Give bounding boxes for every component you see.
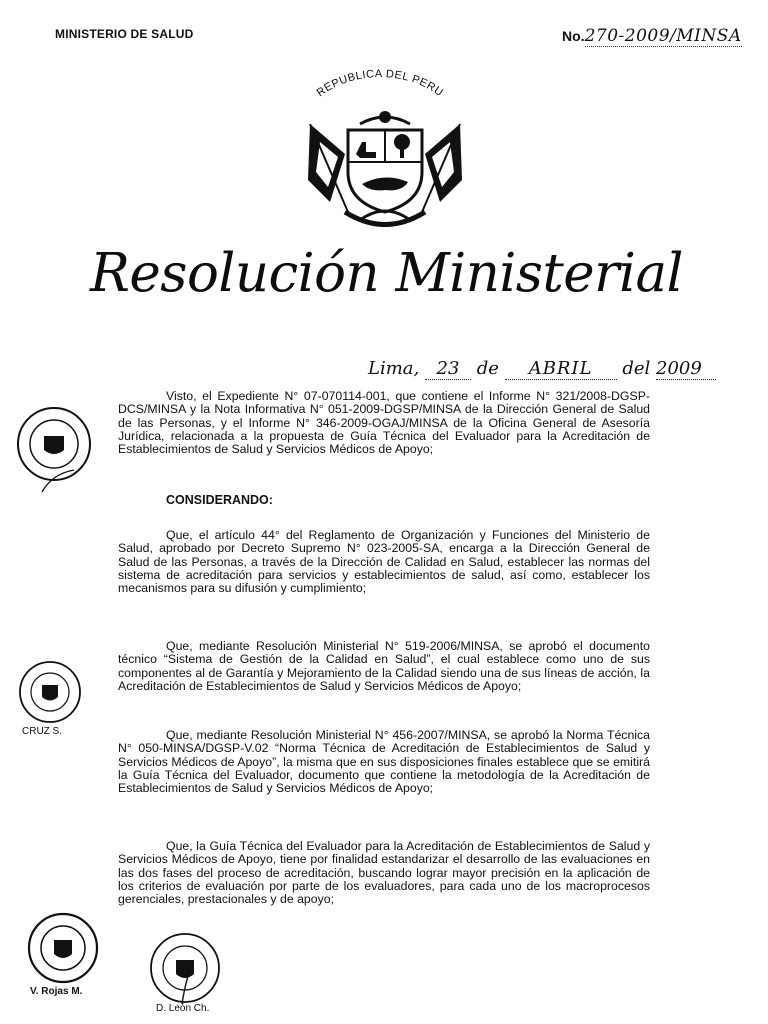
paragraph-4: Que, la Guía Técnica del Evaluador para la Acreditación de Establecimientos de Salud y Servicios Médicos de Apoyo, tiene por finalidad estandarizar el desarrollo de las evaluaciones en las dos fases del proceso de acreditación, buscando lograr mayor precisión en la aplicación de los criterios de evaluación por parte de los evaluadores, para cada uno de los macroprocesos gerenciales, prestacionales y de apoyo; [118,839,650,907]
document-title: Resolución Ministerial [90,243,683,304]
paragraph-2: Que, mediante Resolución Ministerial N° 519-2006/MINSA, se aprobó el documento técnico “Sistema de Gestión de la Calidad en Salud”, el cual establece como uno de sus componentes al de Garantía y Mejoramiento de la Calidad siendo una de sus líneas de acción, la Acreditación de Establecimientos de Salud y Servicios Médicos de Apoyo; [118,639,650,693]
date-day: 23 [425,358,471,380]
coat-of-arms [290,62,480,232]
resolution-prefix: No. [562,28,585,44]
svg-text:REPUBLICA DEL PERU [315,68,446,99]
seal-stamp-icon [22,910,104,986]
signature-label-leon: D. León Ch. [156,1003,210,1014]
seal-stamp-icon [142,930,228,1006]
paragraph-visto: Visto, el Expediente N° 07-070114-001, que contiene el Informe N° 321/2008-DGSP-DCS/MINSA y la Nota Informativa N° 051-2009-DGSP/MINSA de la Dirección General de Salud de las Personas, y el Informe N° 346-2009-OGAJ/MINSA de la Oficina General de Asesoría Jurídica, relacionada a la propuesta de Guía Técnica del Evaluador para la Acreditación de Establecimientos de Salud y Servicios Médicos de Apoyo; [118,389,650,457]
seal-stamp-icon [12,660,88,726]
signature-label-cruz: CRUZ S. [22,726,62,737]
date-city: Lima, [368,358,420,379]
seal-ministerio-salud-bottom-center [142,930,228,1011]
ministry-name: MINISTERIO DE SALUD [55,27,194,41]
resolution-number-value: 270-2009/MINSA [584,26,742,46]
seal-stamp-icon [12,404,96,494]
date-del: del [622,358,651,379]
date-de: de [476,358,499,379]
coat-caption: REPUBLICA DEL PERU [314,68,446,100]
signature-label-rojas: V. Rojas M. [30,986,83,997]
paragraph-3: Que, mediante Resolución Ministerial N° 456-2007/MINSA, se aprobó la Norma Técnica N° 050-MINSA/DGSP-V.02 “Norma Técnica de Acreditación de Establecimientos de Salud y Servicios Médicos de Apoyo”, la misma que en sus disposiciones finales establece que se emitirá la Guía Técnica del Evaluador, documento que contiene la metodología de la Acreditación de Establecimientos de Salud y Servicios Médicos de Apoyo; [118,728,650,796]
coat-of-arms-icon [290,62,480,232]
seal-ministerio-salud-middle [12,660,88,731]
resolution-number [562,26,742,46]
paragraph-1: Que, el artículo 44° del Reglamento de Organización y Funciones del Ministerio de Salud, aprobado por Decreto Supremo N° 023-2005-SA, encarga a la Dirección General de Salud de las Personas, a través de la Dirección de Calidad en Salud, establecer las normas del sistema de acreditación para servicios y establecimientos de salud, así como, establecer los mecanismos para su difusión y cumplimiento; [118,528,650,596]
date-month: ABRIL [505,358,617,380]
considerando-heading: CONSIDERANDO: [166,493,273,507]
dateline [368,358,716,380]
seal-ministerio-salud-top [12,404,96,499]
date-year: 2009 [656,358,716,380]
seal-ministerio-salud-bottom-left [22,910,104,991]
